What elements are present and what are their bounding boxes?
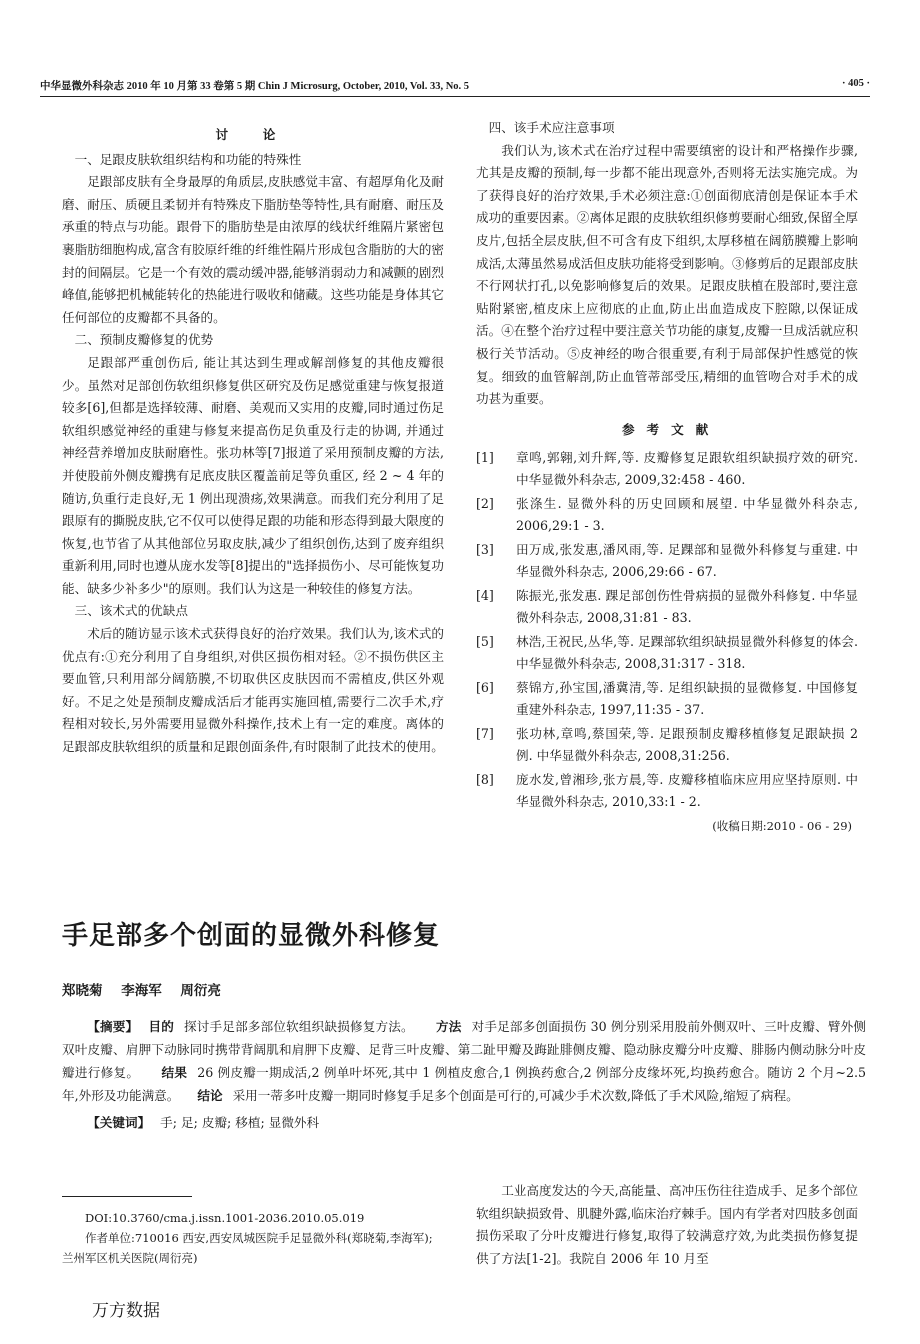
reference-text: 林浩,王祝民,丛华,等. 足踝部软组织缺损显微外科修复的体会. 中华显微外科杂志, 2008,31:317 - 318.: [516, 634, 858, 672]
objective-label: 目的: [148, 1019, 174, 1034]
running-header: [40, 78, 870, 93]
reference-text: 陈振光,张发惠. 踝足部创伤性骨病损的显微外科修复. 中华显微外科杂志, 2008,31:81 - 83.: [516, 588, 858, 626]
left-column: [62, 124, 444, 759]
journal-citation: 中华显微外科杂志 2010 年 10 月第 33 卷第 5 期 Chin J Microsurg, October, 2010, Vol. 33, No. 5: [40, 81, 470, 92]
result-label: 结果: [161, 1065, 188, 1080]
page-number: · 405 ·: [841, 78, 870, 89]
reference-number: [3]: [476, 542, 494, 558]
paragraph: 我们认为,该术式在治疗过程中需要缜密的设计和严格操作步骤,尤其是皮瓣的预制,每一步都不能出现意外,否则将无法实施完成。为了获得良好的治疗效果,手术必须注意:①创面彻底清创是保证本手术成功的重要因素。②离体足跟的皮肤软组织修剪要耐心细致,保留全厚皮片,包括全层皮肤,但不可含有皮下组织,太厚移植在阔筋膜瓣上影响成活,太薄虽然易成活但皮肤功能将受到影响。③修剪后的足跟部皮肤不行网状打孔,以免影响修复后的效果。足跟皮肤植在股部时,要注意贴附紧密,植皮床上应彻底的止血,防止出血造成皮下腔隙,以保证成活。④在整个治疗过程中要注意关节功能的康复,皮瓣一旦成活就应积极行关节活动。⑤皮神经的吻合很重要,有利于局部保护性感觉的恢复。细致的血管解剖,防止血管蒂部受压,精细的血管吻合对手术的成功甚为重要。: [476, 142, 858, 407]
references-heading: 参 考 文 献: [622, 421, 712, 437]
authors: 郑晓菊 李海军 周衍亮: [62, 983, 221, 999]
reference-number: [2]: [476, 496, 494, 512]
intro-column: [476, 1180, 858, 1270]
doi: DOI:10.3760/cma.j.issn.1001-2036.2010.05.019: [85, 1211, 365, 1225]
footnote-rule: [62, 1196, 192, 1197]
method-label: 方法: [436, 1019, 462, 1034]
reference-text: 庞水发,曾湘珍,张方晨,等. 皮瓣移植临床应用应坚持原则. 中华显微外科杂志, 2010,33:1 - 2.: [516, 772, 858, 810]
paragraph: 工业高度发达的今天,高能量、高冲压伤往往造成手、足多个部位软组织缺损致骨、肌腱外露,临床治疗棘手。国内有学者对四肢多创面损伤采取了分叶皮瓣进行修复,取得了较满意疗效,为此类损伤修复提供了方法[1-2]。我院自 2006 年 10 月至: [476, 1183, 858, 1266]
reference-text: 张功林,章鸣,蔡国荣,等. 足跟预制皮瓣移植修复足跟缺损 2 例. 中华显微外科杂志, 2008,31:256.: [516, 726, 858, 764]
reference-number: [7]: [476, 726, 494, 742]
reference-item: [476, 447, 858, 491]
header-rule: [40, 96, 870, 97]
reference-item: [476, 677, 858, 721]
reference-list: [476, 447, 858, 813]
reference-item: [476, 585, 858, 629]
section-heading: 二、预制皮瓣修复的优势: [74, 332, 214, 348]
section-heading: 一、足跟皮肤软组织结构和功能的特殊性: [74, 151, 302, 167]
reference-item: [476, 769, 858, 813]
reference-item: [476, 631, 858, 675]
reference-item: [476, 539, 858, 583]
abstract-label: 【摘要】: [87, 1019, 139, 1034]
affiliation: 作者单位:710016 西安,西安凤城医院手足显微外科(郑晓菊,李海军); 兰州军区机关医院(周衍亮): [62, 1231, 433, 1265]
reference-text: 蔡锦方,孙宝国,潘冀清,等. 足组织缺损的显微修复. 中国修复重建外科杂志, 1997,11:35 - 37.: [516, 680, 858, 718]
result-text: 26 例皮瓣一期成活,2 例单叶坏死,其中 1 例植皮愈合,1 例换药愈合,2 例部分皮缘坏死,均换药愈合。随访 2 个月~2.5 年,外形及功能满意。: [62, 1065, 867, 1103]
keywords: 手; 足; 皮瓣; 移植; 显微外科: [160, 1115, 320, 1130]
reference-text: 章鸣,郭翱,刘升辉,等. 皮瓣修复足跟软组织缺损疗效的研究. 中华显微外科杂志, 2009,32:458 - 460.: [516, 450, 858, 488]
reference-number: [4]: [476, 588, 494, 604]
reference-number: [1]: [476, 450, 494, 466]
section-heading: 三、该术式的优缺点: [74, 603, 188, 619]
reference-item: [476, 493, 858, 537]
reference-text: 田万成,张发惠,潘风雨,等. 足踝部和显微外科修复与重建. 中华显微外科杂志, 2006,29:66 - 67.: [516, 542, 858, 580]
keywords-label: 【关键词】: [87, 1115, 151, 1130]
reference-number: [8]: [476, 772, 494, 788]
reference-number: [5]: [476, 634, 494, 650]
footnote: [62, 1208, 444, 1268]
section-heading: 四、该手术应注意事项: [488, 120, 615, 135]
objective-text: 探讨手足部多部位软组织缺损修复方法。: [184, 1019, 414, 1034]
right-column: [476, 117, 858, 838]
article-title: 手足部多个创面的显微外科修复: [62, 921, 441, 951]
watermark-text: 万方数据: [92, 1301, 160, 1321]
discussion-heading: 讨 论: [215, 127, 291, 142]
reference-number: [6]: [476, 680, 494, 696]
paragraph: 足跟部皮肤有全身最厚的角质层,皮肤感觉丰富、有超厚角化及耐磨、耐压、质硬且柔韧并有特殊皮下脂肪垫等特性,具有耐磨、耐压及承重的特点与功能。跟骨下的脂肪垫是由浓厚的线状纤维隔片紧密包裹脂肪细胞构成,富含有胶原纤维的纤维性隔片形成包含脂肪的大的密封的间隔层。它是一个有效的震动缓冲器,能够消弱动力和减颤的剧烈峰值,能够把机械能转化的热能进行吸收和储藏。这些功能是身体其它任何部位的皮瓣都不具备的。: [62, 174, 444, 325]
paragraph: 术后的随访显示该术式获得良好的治疗效果。我们认为,该术式的优点有:①充分利用了自身组织,对供区损伤相对轻。②不损伤供区主要血管,只利用部分阔筋膜,不切取供区皮肤因而不需植皮,供区外观好。不足之处是预制皮瓣成活后才能再实施回植,需要行二次手术,疗程相对较长,另外需要用显微外科操作,技术上有一定的难度。离体的足跟部皮肤软组织的质量和足跟创面条件,有时限制了此技术的使用。: [62, 626, 444, 755]
abstract: [62, 1015, 866, 1134]
received-date: (收稿日期:2010 - 06 - 29): [712, 819, 852, 834]
reference-text: 张涤生. 显微外科的历史回顾和展望. 中华显微外科杂志, 2006,29:1 - 3.: [516, 496, 858, 534]
conclusion-label: 结论: [197, 1088, 223, 1103]
paragraph: 足跟部严重创伤后, 能让其达到生理或解剖修复的其他皮瓣很少。虽然对足部创伤软组织修复供区研究及伤足感觉重建与恢复报道较多[6],但都是选择较薄、耐磨、美观而又实用的皮瓣,同时通过伤足软组织感觉神经的重建与修复来提高伤足负重及行走的协调, 并通过神经营养增加皮肤耐磨性。张功林等[7]报道了采用预制皮瓣的方法,并使股前外侧皮瓣携有足底皮肤区覆盖前足等负重区, 经 2 ~ 4 年的随访,负重行走良好,无 1 例出现溃疡,效果满意。而我们充分利用了足跟原有的撕脱皮肤,它不仅可以使得足跟的功能和形态得到最大限度的恢复,也节省了从其他部位另取皮肤,减少了组织创伤,达到了废弃组织重新利用,同时也遵从庞水发等[8]提出的"选择损伤小、尽可能恢复功能、缺多少补多少"的原则。我们认为这是一种较佳的修复方法。: [62, 354, 444, 596]
conclusion-text: 采用一蒂多叶皮瓣一期同时修复手足多个创面是可行的,可减少手术次数,降低了手术风险,缩短了病程。: [232, 1088, 799, 1103]
reference-item: [476, 723, 858, 767]
method-text: 对手足部多创面损伤 30 例分别采用股前外侧双叶、三叶皮瓣、臂外侧双叶皮瓣、肩胛下动脉同时携带背阔肌和肩胛下皮瓣、足背三叶皮瓣、第二趾甲瓣及踇趾腓侧皮瓣、隐动脉皮瓣分叶皮瓣、腓肠内侧动脉分叶皮瓣进行修复。: [62, 1019, 867, 1080]
